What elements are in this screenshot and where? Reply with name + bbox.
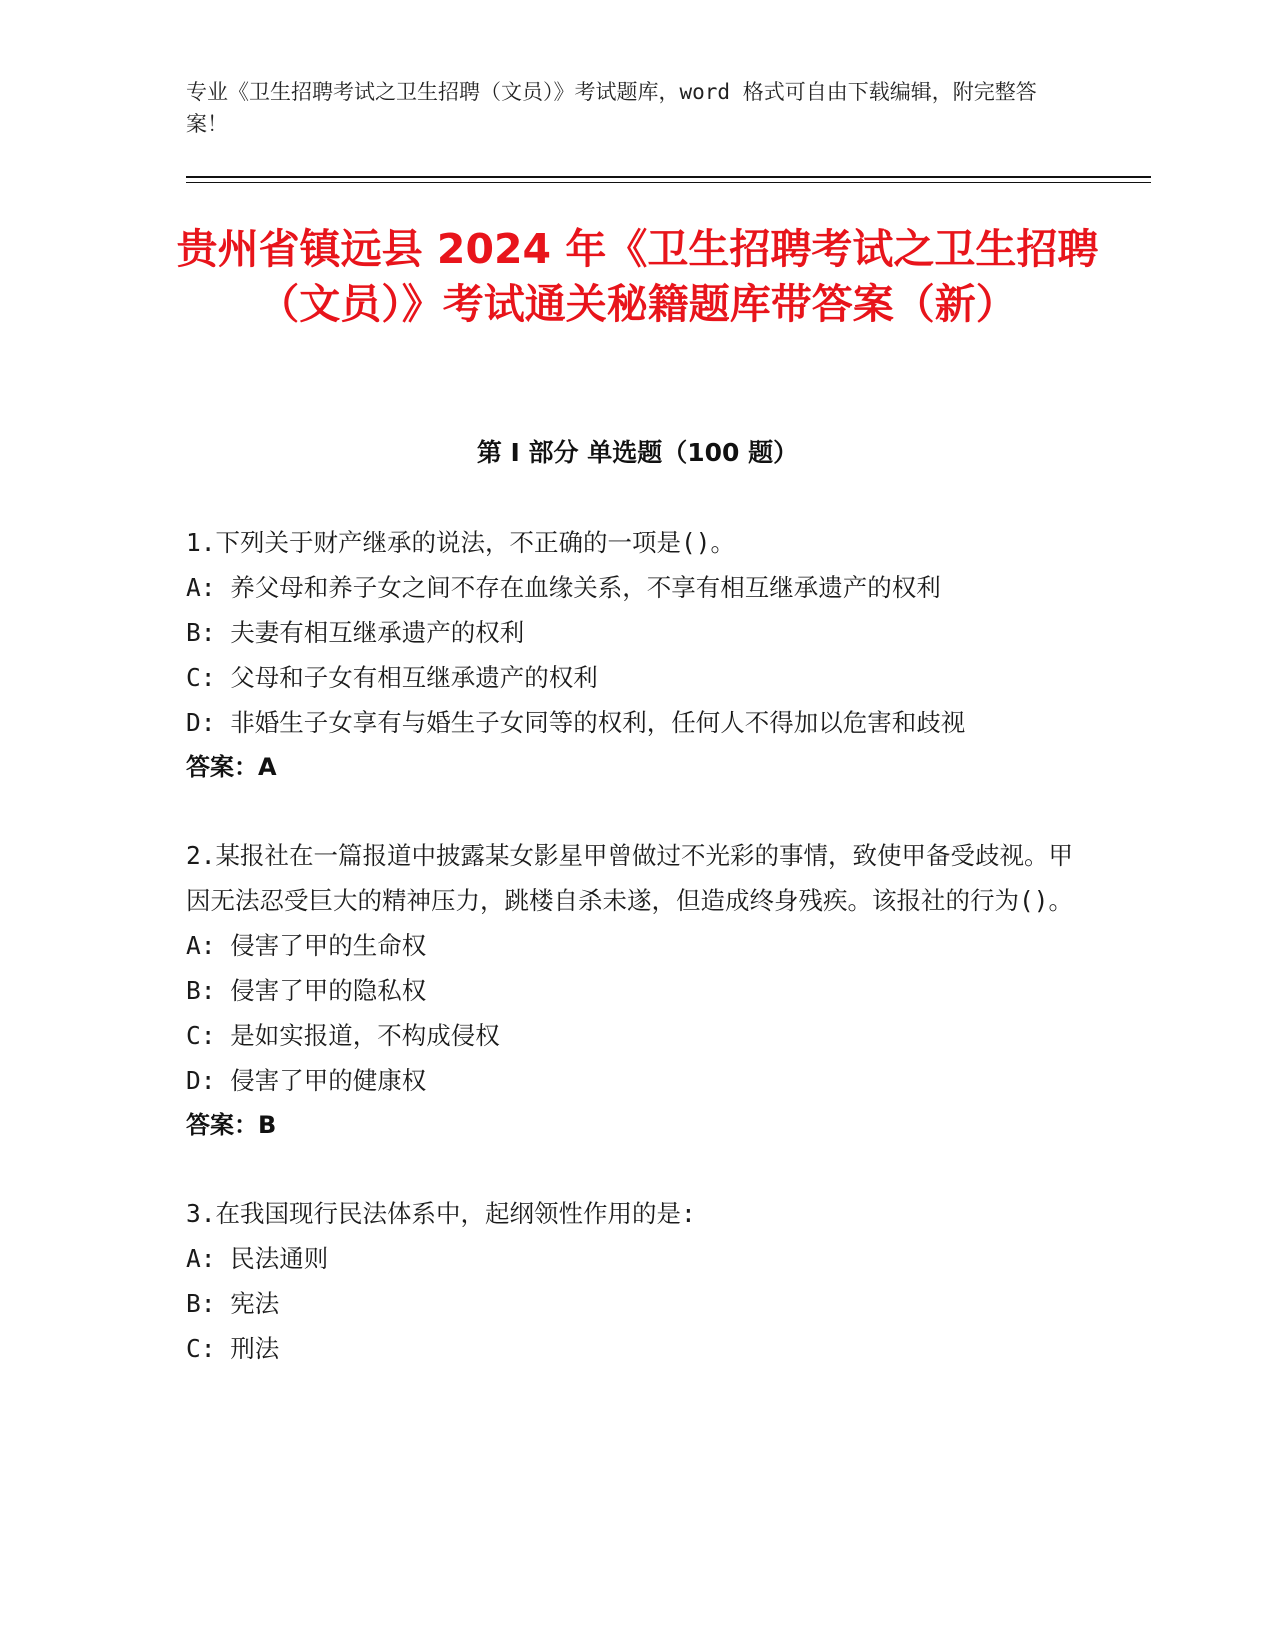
option-d: D: 非婚生子女享有与婚生子女同等的权利，任何人不得加以危害和歧视 <box>186 708 966 737</box>
question-stem: 3.在我国现行民法体系中，起纲领性作用的是: <box>186 1199 696 1228</box>
question-2 <box>186 833 1076 1148</box>
option-a: A: 民法通则 <box>186 1244 329 1273</box>
section-heading: 第 I 部分 单选题（100 题） <box>476 438 799 467</box>
option-c: C: 刑法 <box>186 1334 280 1363</box>
option-c: C: 父母和子女有相互继承遗产的权利 <box>186 663 598 692</box>
question-3 <box>186 1191 1076 1371</box>
answer-line: 答案：A <box>186 753 277 781</box>
question-list <box>186 520 1076 1414</box>
header-rule-thin <box>186 182 1151 183</box>
answer-line: 答案：B <box>186 1111 277 1139</box>
question-stem: 2.某报社在一篇报道中披露某女影星甲曾做过不光彩的事情，致使甲备受歧视。甲因无法忍受巨大的精神压力，跳楼自杀未遂，但造成终身残疾。该报社的行为()。 <box>186 841 1073 915</box>
option-d: D: 侵害了甲的健康权 <box>186 1066 427 1095</box>
option-b: B: 宪法 <box>186 1289 280 1318</box>
option-a: A: 侵害了甲的生命权 <box>186 931 427 960</box>
header-note: 专业《卫生招聘考试之卫生招聘（文员）》考试题库，word 格式可自由下载编辑，附完整答案！ <box>186 80 1037 136</box>
header-rule-thick <box>186 176 1151 178</box>
option-c: C: 是如实报道，不构成侵权 <box>186 1021 500 1050</box>
question-1 <box>186 520 1076 790</box>
option-a: A: 养父母和养子女之间不存在血缘关系，不享有相互继承遗产的权利 <box>186 573 941 602</box>
option-b: B: 夫妻有相互继承遗产的权利 <box>186 618 525 647</box>
option-b: B: 侵害了甲的隐私权 <box>186 976 427 1005</box>
document-title: 贵州省镇远县 2024 年《卫生招聘考试之卫生招聘（文员）》考试通关秘籍题库带答案（新） <box>176 225 1099 328</box>
question-stem: 1.下列关于财产继承的说法，不正确的一项是()。 <box>186 528 735 557</box>
